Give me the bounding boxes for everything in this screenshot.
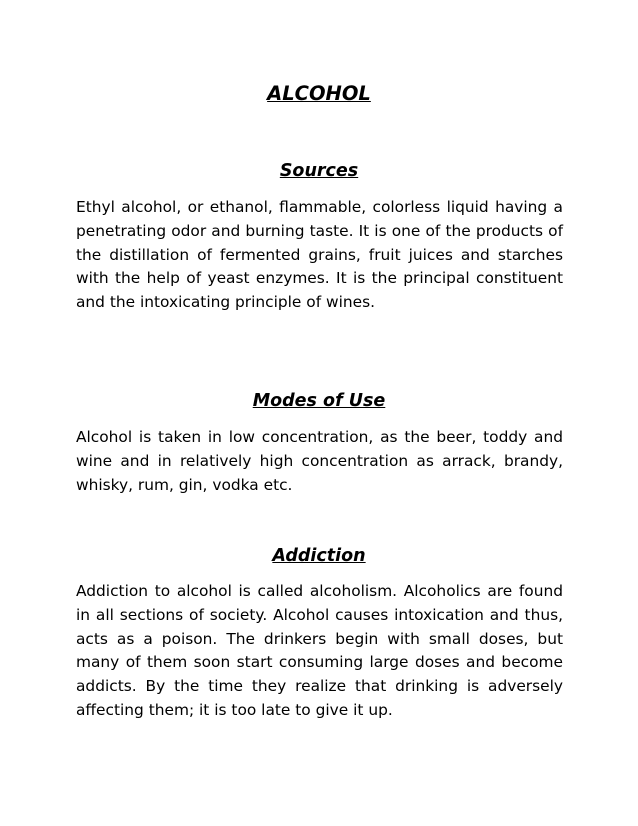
section-heading-addiction: Addiction xyxy=(272,546,366,566)
section-text-sources: Ethyl alcohol, or ethanol, flammable, colorless liquid having a penetrating odor and burning taste. It is one of the products of the distillation of fermented grains, fruit juices and starches with the help of yeast enzymes. It is the principal constituent and the intoxicating principle of wines. xyxy=(76,198,563,312)
section-heading-modes-of-use: Modes of Use xyxy=(252,391,386,411)
section-text-modes-of-use: Alcohol is taken in low concentration, as the beer, toddy and wine and in relatively high concentration as arrack, brandy, whisky, rum, gin, vodka etc. xyxy=(76,428,563,494)
document-title: ALCOHOL xyxy=(267,82,371,105)
section-heading-sources: Sources xyxy=(279,161,359,181)
section-text-addiction: Addiction to alcohol is called alcoholism. Alcoholics are found in all sections of society. Alcohol causes intoxication and thus, acts as a poison. The drinkers begin with small doses, but many of them soon start consuming large doses and become addicts. By the time they realize that drinking is adversely affecting them; it is too late to give it up. xyxy=(76,582,563,719)
